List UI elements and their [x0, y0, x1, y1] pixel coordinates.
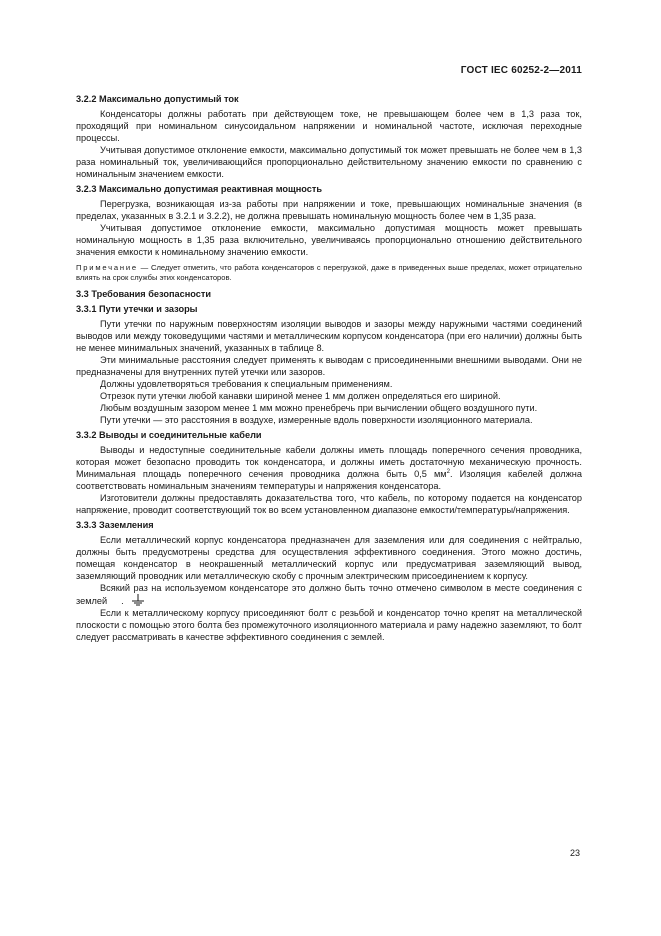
section-3-2-3-paragraph-2: Учитывая допустимое отклонение емкости, максимально допустимая мощность может превышать номинальную мощность в 1,35 раза включительно, увеличиваясь пропорционально отношению действительного значения емкости к номинальному значению емкости.: [76, 223, 582, 257]
section-3-3-2-paragraph-1-text: Выводы и недоступные соединительные кабели должны иметь площадь поперечного сечения проводника, которая может безопасно проводить ток конденсатора, и должны иметь достаточную механическую прочность. Минимальная площадь поперечного сечения проводника должна быть 0,5 мм: [76, 445, 582, 479]
note-text: — Следует отметить, что работа конденсаторов с перегрузкой, даже в приведенных выше пределах, может отрицательно влиять на срок службы этих конденсаторов.: [76, 263, 582, 282]
section-3-2-3-title: 3.2.3 Максимально допустимая реактивная мощность: [76, 184, 323, 194]
section-3-2-2-paragraph-1: Конденсаторы должны работать при действующем токе, не превышающем более чем в 1,3 раза ток, проходящий при номинальном синусоидальном напряжении и номинальной частоте, исключая переходные процессы.: [76, 109, 582, 143]
section-3-2-2-paragraph-2: Учитывая допустимое отклонение емкости, максимально допустимый ток может превышать не более чем в 1,3 раза номинальный ток, увеличивающийся пропорционально действительному значению емкости по сравнению с номинальным значением емкости.: [76, 145, 582, 179]
section-3-3-3-paragraph-3: Если к металлическому корпусу присоединяют болт с резьбой и конденсатор точно крепят на металлической плоскости с помощью этого болта без промежуточного изоляционного материала и раму надежно заземляют, то болт следует рассматривать в качестве эффективного соединения с землей.: [76, 608, 582, 642]
section-3-3-3-title: 3.3.3 Заземления: [76, 520, 154, 530]
section-3-3-3-paragraph-1: Если металлический корпус конденсатора предназначен для заземления или для соединения с нейтралью, должны быть предусмотрены средства для осуществления эффективного соединения. Этого можно достичь, помещая конденсатор в неокрашенный металлический корпус или предусматривая заземляющий вывод, заземляющий проводник или металлическую скобу с прочным электрическим присоединением к корпусу.: [76, 535, 582, 581]
section-3-3-title: 3.3 Требования безопасности: [76, 289, 212, 299]
section-3-3-3-paragraph-2-text: Всякий раз на используемом конденсаторе это должно быть точно отмечено символом в месте соединения с землей: [76, 583, 582, 606]
section-3-2-2-title: 3.2.2 Максимально допустимый ток: [76, 94, 239, 104]
section-3-3-1-paragraph-1: Пути утечки по наружным поверхностям изоляции выводов и зазоры между наружными частями соединений выводов или между токоведущими частями и металлическим корпусом конденсатора (при его наличии) должны быть не менее минимальных значений, указанных в таблице 8.: [76, 319, 582, 353]
section-3-3-1-title: 3.3.1 Пути утечки и зазоры: [76, 304, 198, 314]
section-3-3-3-paragraph-2: [76, 582, 582, 607]
section-3-3-3-paragraph-2-end: .: [121, 596, 124, 606]
section-3-3-1-paragraph-2: Эти минимальные расстояния следует применять к выводам с присоединенными внешними выводами. Они не предназначены для внутренних путей утечки или зазоров.: [76, 355, 582, 377]
section-3-3-2-paragraph-2: Изготовители должны предоставлять доказательства того, что кабель, по которому подается на конденсатор напряжение, проводит соответствующий ток во всем установленном диапазоне емкости/температуры/напряжения.: [76, 493, 582, 515]
section-3-3-2-paragraph-1-rest: . Изоляция кабелей должна соответствовать номинальным значениям температуры и напряжения конденсатора.: [76, 469, 582, 491]
section-3-3-2-paragraph-1: [76, 444, 582, 492]
section-3-3-1-paragraph-3: Должны удовлетворяться требования к специальным применениям.: [100, 379, 393, 389]
superscript-two: 2: [446, 468, 450, 475]
section-3-3-1-paragraph-4: Отрезок пути утечки любой канавки шириной менее 1 мм должен определяться его шириной.: [100, 391, 501, 401]
note-paragraph: [76, 263, 582, 283]
note-label: Примечание: [76, 263, 138, 272]
ground-symbol-icon: [107, 594, 121, 606]
page-number: 23: [570, 848, 581, 858]
section-3-2-3-paragraph-1: Перегрузка, возникающая из-за работы при напряжении и токе, превышающих номинальные значения (в пределах, указанных в 3.2.1 и 3.2.2), не должна превышать номинальную мощность более чем в 1,35 раза.: [76, 199, 582, 221]
standard-header: ГОСТ IEC 60252-2—2011: [460, 65, 582, 76]
section-3-3-1-paragraph-5: Любым воздушным зазором менее 1 мм можно пренебречь при вычислении общего воздушного пути.: [100, 403, 538, 413]
section-3-3-2-title: 3.3.2 Выводы и соединительные кабели: [76, 430, 262, 440]
section-3-3-1-paragraph-6: Пути утечки — это расстояния в воздухе, измеренные вдоль поверхности изоляционного материала.: [100, 415, 533, 425]
document-body: [76, 93, 582, 643]
